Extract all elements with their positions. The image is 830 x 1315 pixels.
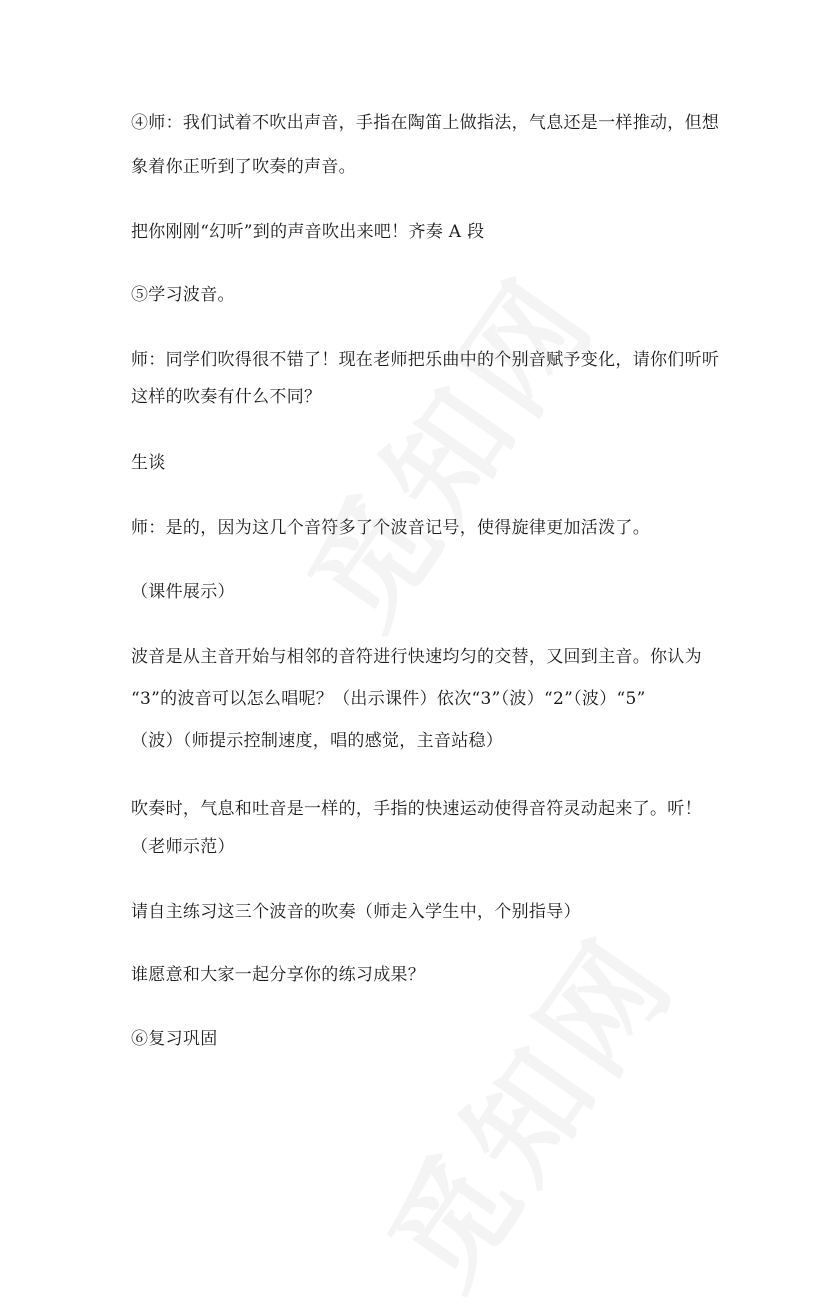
paragraph-line: “3”的波音可以怎么唱呢？（出示课件）依次“3”（波）“2”（波）“5”: [131, 689, 646, 709]
paragraph-line: （波）（师提示控制速度，唱的感觉，主音站稳）: [131, 731, 504, 751]
paragraph-line: 师：是的，因为这几个音符多了个波音记号，使得旋律更加活泼了。: [131, 518, 650, 538]
paragraph-line: （老师示范）: [131, 837, 235, 857]
paragraph-line: （课件展示）: [131, 582, 235, 602]
paragraph-line: 请自主练习这三个波音的吹奏（师走入学生中，个别指导）: [131, 902, 581, 922]
section-heading: ⑤学习波音。: [131, 285, 235, 305]
paragraph-line: 吹奏时，气息和吐音是一样的，手指的快速运动使得音符灵动起来了。听！: [131, 799, 702, 819]
paragraph-line: 这样的吹奏有什么不同？: [131, 387, 322, 407]
paragraph-line: ④师：我们试着不吹出声音，手指在陶笛上做指法，气息还是一样推动，但想: [131, 113, 720, 133]
paragraph-line: 生谈: [131, 453, 166, 473]
paragraph-line: 把你刚刚“幻听”到的声音吹出来吧！齐奏 A 段: [131, 222, 485, 242]
paragraph-line: 师：同学们吹得很不错了！现在老师把乐曲中的个别音赋予变化，请你们听听: [131, 350, 720, 370]
section-heading: ⑥复习巩固: [131, 1029, 218, 1049]
paragraph-line: 象着你正听到了吹奏的声音。: [131, 157, 356, 177]
watermark: [343, 897, 708, 1315]
paragraph-line: 波音是从主音开始与相邻的音符进行快速均匀的交替，又回到主音。你认为: [131, 647, 702, 667]
paragraph-line: 谁愿意和大家一起分享你的练习成果？: [131, 965, 426, 985]
